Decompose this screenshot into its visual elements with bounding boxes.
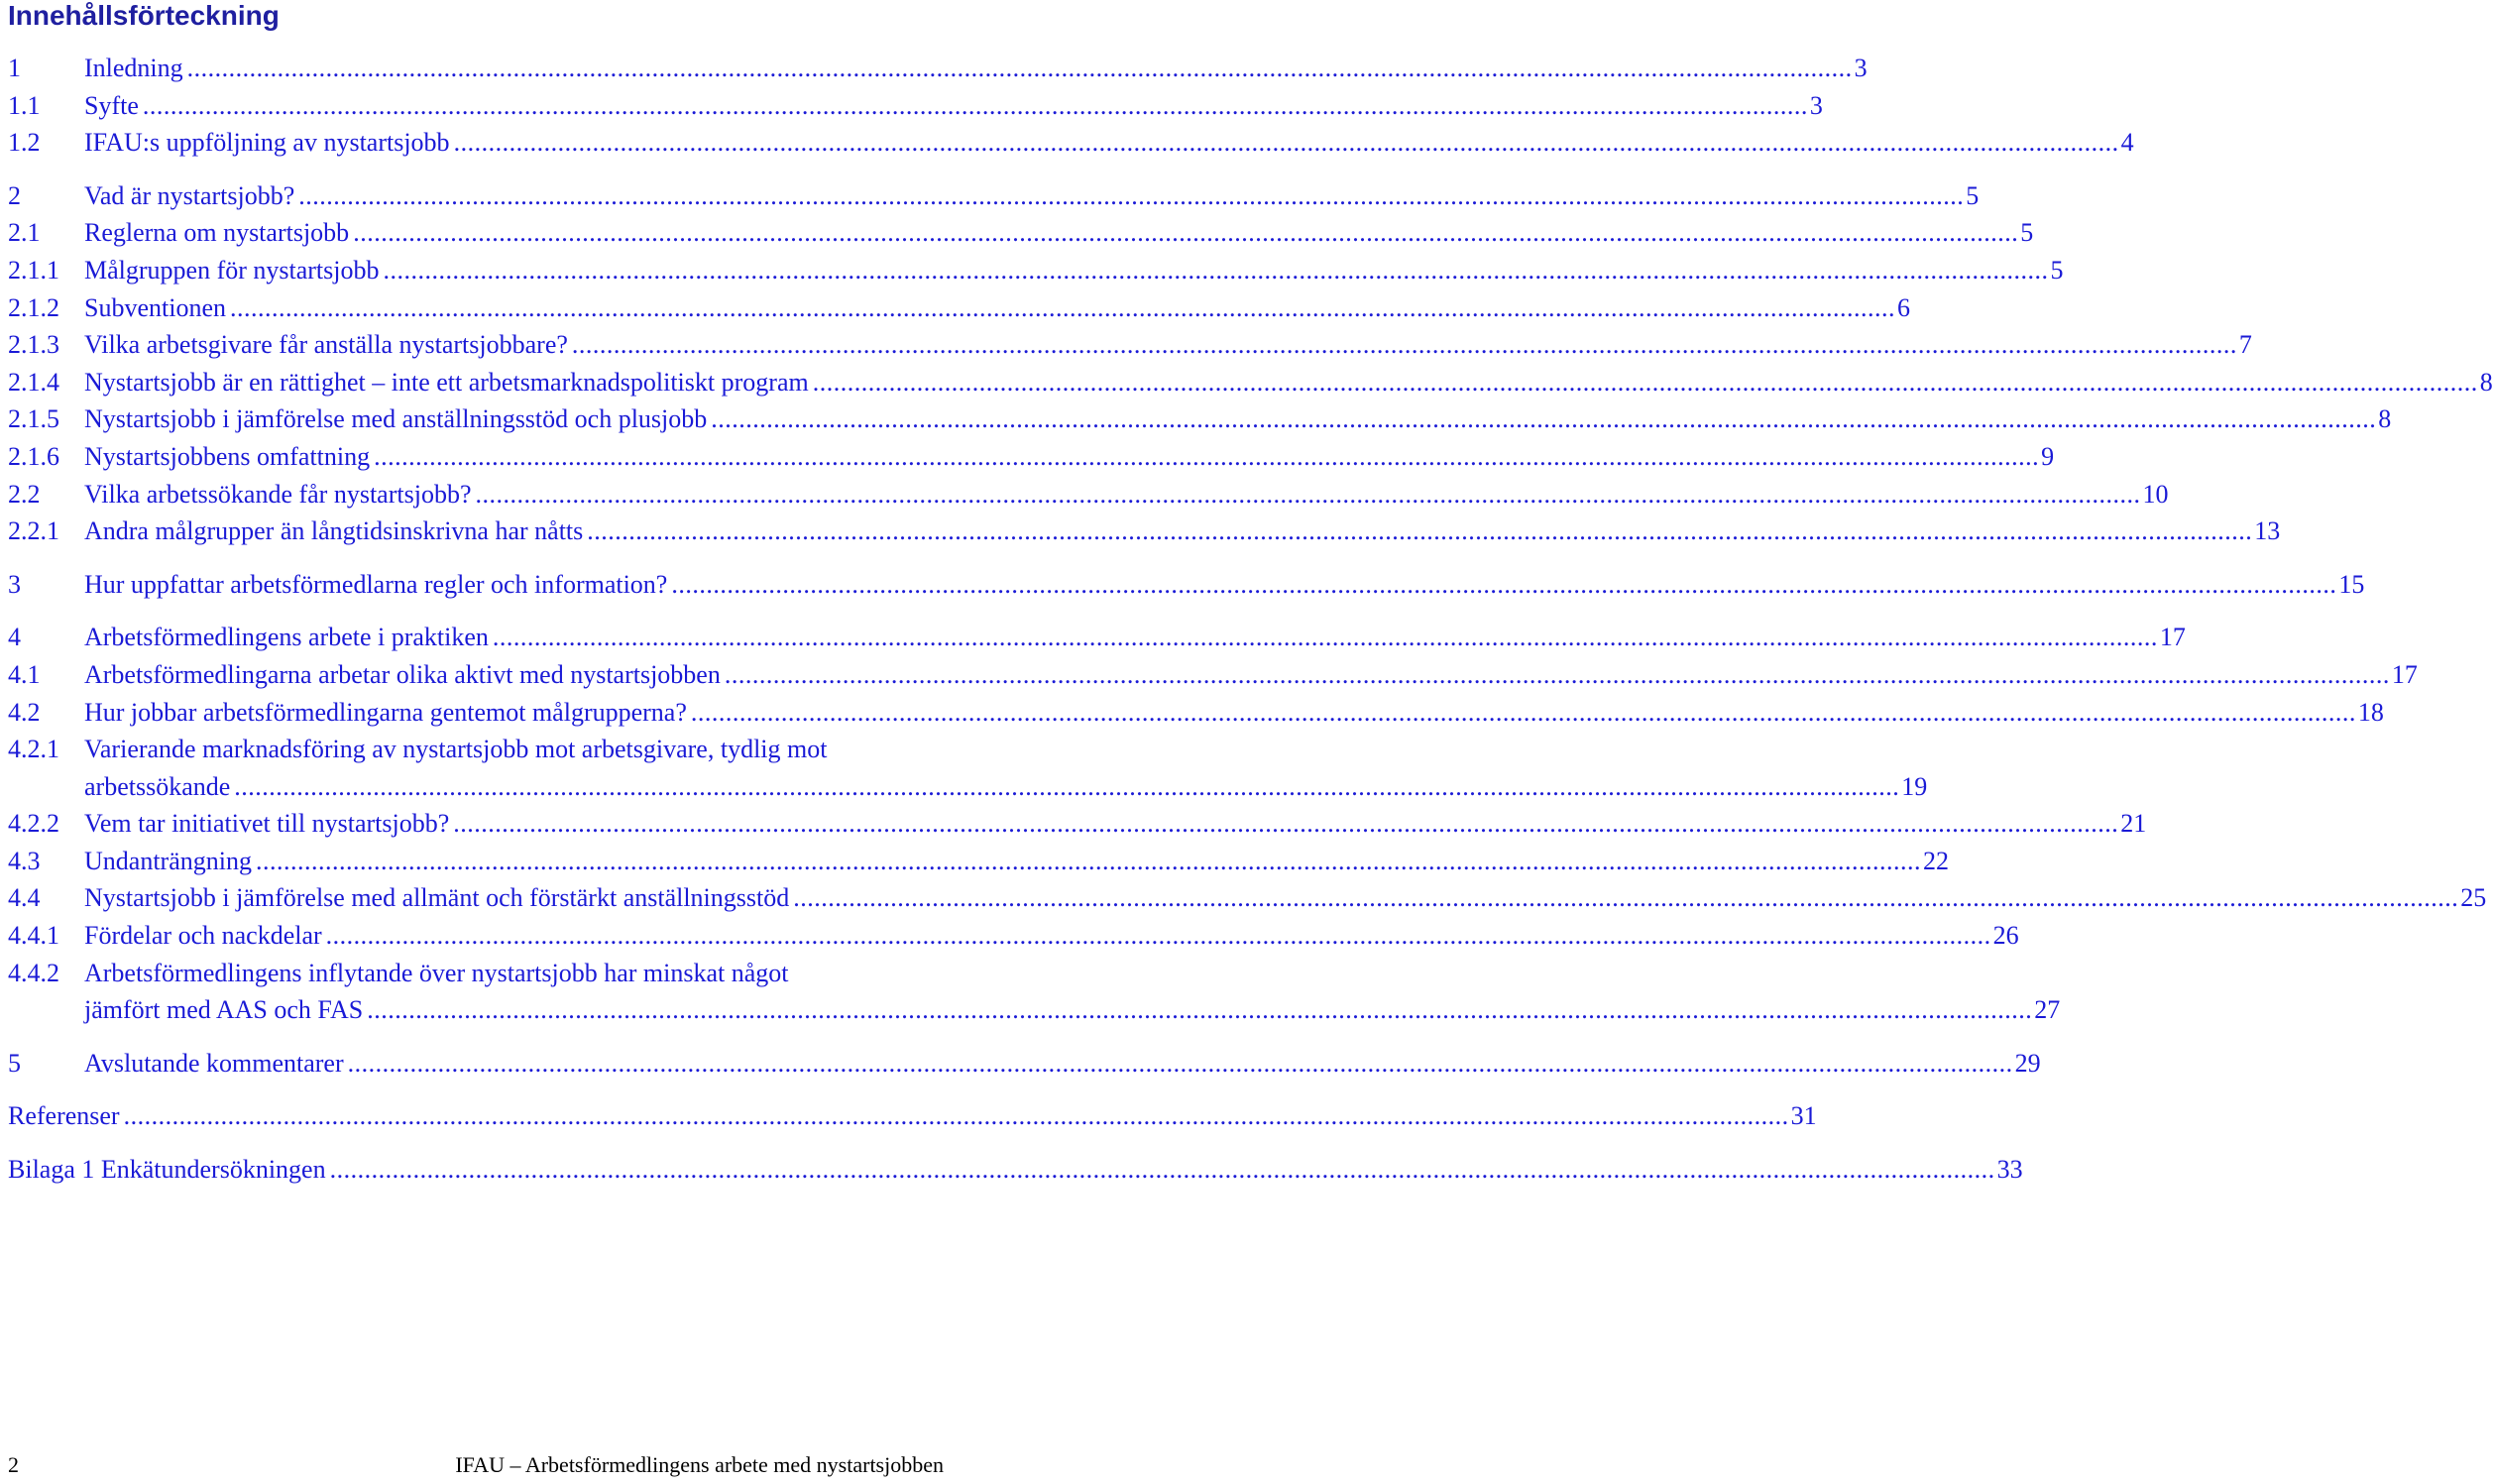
toc-entry-title: Avslutande kommentarer: [84, 1048, 344, 1078]
toc-entry-page: 13: [2254, 516, 2281, 546]
toc-entry[interactable]: [0, 289, 1910, 327]
toc-entry-page: 5: [2020, 218, 2034, 248]
toc-entry-title: Målgruppen för nystartsjobb: [84, 255, 380, 285]
toc-entry[interactable]: [0, 87, 1823, 125]
toc-entry-title: Hur jobbar arbetsförmedlingarna gentemot målgrupperna?: [84, 697, 687, 727]
footer-page-number: 2: [8, 1452, 19, 1477]
toc-entry-number: 4.2: [8, 697, 41, 727]
toc-entry-title: Vem tar initiativet till nystartsjobb?: [84, 809, 450, 839]
toc-entry[interactable]: [0, 476, 2169, 514]
toc-entry-number: 2.1.6: [8, 441, 59, 471]
toc-entry-title: Nystartsjobbens omfattning: [84, 441, 371, 471]
toc-entry-title: Vilka arbetsgivare får anställa nystartsjobbare?: [84, 330, 568, 360]
toc-entry-number: 2.2.1: [8, 516, 59, 546]
dot-leader: ................................................................................................................................................................................................................................................: [142, 90, 1808, 120]
toc-entry[interactable]: [0, 917, 2019, 955]
toc-entry-title: Vilka arbetssökande får nystartsjobb?: [84, 479, 472, 509]
dot-leader: ................................................................................................................................................................................................................................................: [255, 846, 1921, 875]
toc-entry-page: 21: [2120, 809, 2147, 839]
toc-entry-title: Subventionen: [84, 292, 226, 322]
toc-entry-number: 5: [8, 1048, 21, 1078]
toc-entry[interactable]: [0, 400, 2392, 438]
dot-leader: ................................................................................................................................................................................................................................................: [724, 659, 2390, 689]
toc-entry[interactable]: [0, 843, 1949, 880]
toc-entry[interactable]: [0, 879, 2487, 917]
toc-entry-page: 7: [2238, 330, 2252, 360]
dot-leader: ................................................................................................................................................................................................................................................: [475, 479, 2141, 509]
toc-entry-number: 2: [8, 180, 21, 210]
dot-leader: ................................................................................................................................................................................................................................................: [587, 516, 2253, 546]
toc-entry[interactable]: [0, 177, 1980, 215]
toc-entry[interactable]: [0, 1045, 2041, 1083]
toc-entry[interactable]: [0, 326, 2252, 364]
toc-entry-page: 26: [1992, 921, 2019, 951]
toc-entry-title: arbetssökande: [84, 771, 231, 801]
toc-entry-number: 4.1: [8, 659, 41, 689]
toc-entry-page: 33: [1996, 1155, 2023, 1185]
toc-entry-page: 15: [2338, 569, 2365, 599]
dot-leader: ................................................................................................................................................................................................................................................: [812, 367, 2478, 397]
dot-leader: ................................................................................................................................................................................................................................................: [186, 54, 1853, 82]
toc-entry-title: Fördelar och nackdelar: [84, 921, 322, 951]
toc-entry-number: 4.2.1: [8, 735, 59, 764]
toc-entry-title: Inledning: [84, 54, 183, 82]
toc-entry[interactable]: [0, 694, 2384, 732]
toc-entry-number: 4: [8, 623, 21, 652]
toc-entry[interactable]: [0, 805, 2147, 843]
toc-entry[interactable]: [0, 438, 2055, 476]
toc-entry-number: 1.2: [8, 128, 41, 158]
toc-entry-number: 2.1: [8, 218, 41, 248]
dot-leader: ................................................................................................................................................................................................................................................: [571, 330, 2237, 360]
toc-list: [0, 50, 2493, 1189]
dot-leader: ................................................................................................................................................................................................................................................: [711, 404, 2377, 434]
toc-entry-page: 25: [2460, 883, 2487, 913]
toc-entry[interactable]: [0, 619, 2186, 656]
dot-leader: ................................................................................................................................................................................................................................................: [298, 180, 1965, 210]
toc-entry-page: 22: [1922, 846, 1949, 875]
toc-entry-page: 18: [2357, 697, 2384, 727]
toc-heading: Innehållsförteckning: [8, 0, 280, 31]
toc-entry-page: 6: [1897, 292, 1910, 322]
toc-entry-page: 8: [2479, 367, 2493, 397]
toc-entry-page: 3: [1854, 54, 1868, 82]
toc-entry[interactable]: [0, 364, 2493, 401]
footer-title: IFAU – Arbetsförmedlingens arbete med nystartsjobben: [455, 1452, 944, 1477]
toc-entry-page: 5: [1966, 180, 1980, 210]
toc-entry-title: Undanträngning: [84, 846, 252, 875]
dot-leader: ................................................................................................................................................................................................................................................: [453, 809, 2119, 839]
toc-entry-number: 2.1.4: [8, 367, 59, 397]
toc-entry-title: Vad är nystartsjobb?: [84, 180, 295, 210]
dot-leader: ................................................................................................................................................................................................................................................: [234, 771, 1900, 801]
dot-leader: ................................................................................................................................................................................................................................................: [329, 1155, 1995, 1185]
toc-entry-page: 19: [1901, 771, 1928, 801]
toc-entry-title: Syfte: [84, 90, 139, 120]
toc-entry-number: 2.1.2: [8, 292, 59, 322]
toc-entry-page: 17: [2391, 659, 2418, 689]
toc-entry-title: IFAU:s uppföljning av nystartsjobb: [84, 128, 450, 158]
toc-entry-title: Arbetsförmedlingarna arbetar olika aktivt med nystartsjobben: [84, 659, 721, 689]
toc-entry-number: 2.1.1: [8, 255, 59, 285]
toc-entry-appendix[interactable]: [0, 1151, 2023, 1189]
toc-entry-number: 1.1: [8, 90, 41, 120]
toc-entry-title: Reglerna om nystartsjobb: [84, 218, 350, 248]
dot-leader: ................................................................................................................................................................................................................................................: [690, 697, 2356, 727]
dot-leader: ................................................................................................................................................................................................................................................: [353, 218, 2019, 248]
toc-entry-title: Nystartsjobb i jämförelse med allmänt och förstärkt anställningsstöd: [84, 883, 790, 913]
toc-entry[interactable]: [0, 252, 2064, 289]
toc-entry-number: 3: [8, 569, 21, 599]
toc-entry-title: Nystartsjobb i jämförelse med anställningsstöd och plusjobb: [84, 404, 708, 434]
toc-entry-page: 10: [2142, 479, 2169, 509]
dot-leader: ................................................................................................................................................................................................................................................: [793, 883, 2459, 913]
toc-entry-title: Nystartsjobb är en rättighet – inte ett arbetsmarknadspolitiskt program: [84, 367, 809, 397]
toc-entry[interactable]: [0, 731, 1928, 805]
toc-entry[interactable]: [0, 513, 2281, 550]
page-footer: [0, 1452, 952, 1484]
toc-entry-number: 2.1.5: [8, 404, 59, 434]
dot-leader: ................................................................................................................................................................................................................................................: [671, 569, 2337, 599]
toc-entry-page: 9: [2041, 441, 2055, 471]
dot-leader: ................................................................................................................................................................................................................................................: [453, 128, 2119, 158]
dot-leader: ................................................................................................................................................................................................................................................: [492, 623, 2158, 652]
toc-entry-page: 5: [2050, 255, 2064, 285]
dot-leader: ................................................................................................................................................................................................................................................: [383, 255, 2049, 285]
toc-entry-title-line1: Varierande marknadsföring av nystartsjobb mot arbetsgivare, tydlig mot: [84, 735, 828, 764]
toc-entry-page: 8: [2378, 404, 2392, 434]
toc-entry[interactable]: [0, 566, 2365, 604]
toc-entry-title: Andra målgrupper än långtidsinskrivna har nåtts: [84, 516, 584, 546]
toc-entry-page: 17: [2159, 623, 2186, 652]
toc-entry-number: 4.4.2: [8, 958, 59, 987]
toc-entry-number: 4.2.2: [8, 809, 59, 839]
toc-entry-title-line1: Arbetsförmedlingens inflytande över nystartsjobb har minskat något: [84, 958, 789, 987]
dot-leader: ................................................................................................................................................................................................................................................: [123, 1101, 1789, 1131]
toc-entry-number: 4.3: [8, 846, 41, 875]
toc-entry[interactable]: [0, 214, 2034, 252]
toc-entry[interactable]: [0, 124, 2134, 162]
toc-entry-page: 29: [2014, 1048, 2041, 1078]
toc-entry[interactable]: [0, 50, 1868, 87]
toc-entry-title: Arbetsförmedlingens arbete i praktiken: [84, 623, 489, 652]
toc-entry-title: Hur uppfattar arbetsförmedlarna regler och information?: [84, 569, 668, 599]
toc-entry[interactable]: [0, 656, 2418, 694]
toc-entry-page: 27: [2034, 995, 2061, 1025]
toc-entry-references[interactable]: [0, 1097, 1817, 1135]
toc-entry-page: 31: [1790, 1101, 1817, 1131]
dot-leader: ................................................................................................................................................................................................................................................: [347, 1048, 2013, 1078]
toc-entry-number: 2.1.3: [8, 330, 59, 360]
dot-leader: ................................................................................................................................................................................................................................................: [230, 292, 1895, 322]
toc-entry-title: jämfört med AAS och FAS: [84, 995, 364, 1025]
toc-entry-page: 3: [1809, 90, 1823, 120]
toc-entry-number: 4.4: [8, 883, 41, 913]
toc-entry-title: Bilaga 1 Enkätundersökningen: [8, 1155, 326, 1185]
dot-leader: ................................................................................................................................................................................................................................................: [325, 921, 1991, 951]
toc-entry[interactable]: [0, 955, 2061, 1029]
toc-entry-number: 1: [8, 54, 21, 82]
dot-leader: ................................................................................................................................................................................................................................................: [374, 441, 2040, 471]
toc-entry-number: 4.4.1: [8, 921, 59, 951]
toc-entry-number: 2.2: [8, 479, 41, 509]
dot-leader: ................................................................................................................................................................................................................................................: [367, 995, 2033, 1025]
toc-entry-page: 4: [2120, 128, 2134, 158]
toc-entry-title: Referenser: [8, 1101, 120, 1131]
